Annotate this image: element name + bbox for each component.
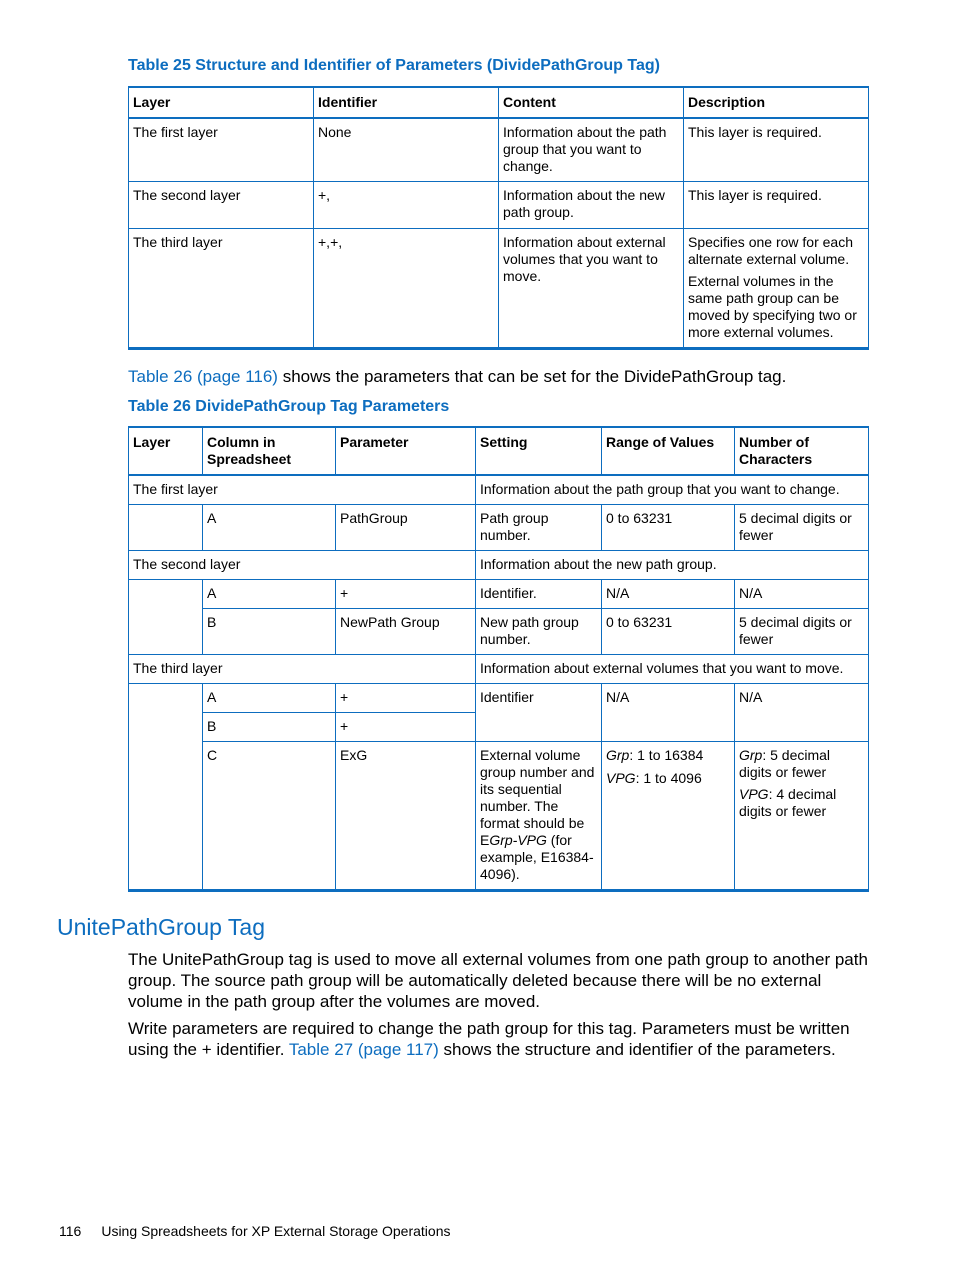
cell-identifier: +,+, (314, 229, 499, 349)
table-header-row (129, 427, 869, 475)
layer-info: Information about the new path group. (476, 551, 869, 580)
page-number: 116 (59, 1223, 82, 1239)
cell-column: B (203, 713, 336, 742)
column-header: Identifier (314, 87, 499, 118)
empty-cell (129, 505, 203, 551)
cell-parameter: ExG (336, 742, 476, 891)
layer-row (129, 655, 869, 684)
cell-parameter: + (336, 684, 476, 713)
cell-range: 0 to 63231 (602, 609, 735, 655)
cell-setting: Identifier. (476, 580, 602, 609)
layer-label: The third layer (129, 655, 476, 684)
table-26-link[interactable]: Table 26 (page 116) (128, 367, 278, 386)
cell-parameter: NewPath Group (336, 609, 476, 655)
paragraph: Write parameters are required to change the path group for this tag. Parameters must be written using the + identifier. Table 27 (page 117) shows the structure and identifier of the parameters. (128, 1019, 850, 1059)
cell-range: N/A (602, 684, 735, 742)
table-header-row (129, 87, 869, 118)
table-row (129, 684, 869, 713)
cell-description: This layer is required. (684, 182, 869, 229)
cell-identifier: +, (314, 182, 499, 229)
column-header: Setting (476, 427, 602, 475)
cell-description: This layer is required. (684, 118, 869, 182)
table-25-caption: Table 25 Structure and Identifier of Parameters (DividePathGroup Tag) (128, 57, 660, 74)
table-27-link[interactable]: Table 27 (page 117) (288, 1040, 439, 1059)
table-row (129, 229, 869, 349)
cell-chars: N/A (735, 580, 869, 609)
table-row (129, 609, 869, 655)
cell-column: A (203, 580, 336, 609)
description-line: External volumes in the same path group can be moved by specifying two or more external volumes. (688, 273, 857, 340)
column-header: Number of Characters (735, 427, 869, 475)
layer-row (129, 475, 869, 505)
cell-column: C (203, 742, 336, 891)
cell-range: 0 to 63231 (602, 505, 735, 551)
layer-info: Information about external volumes that you want to move. (476, 655, 869, 684)
layer-label: The first layer (129, 475, 476, 505)
cell-layer: The first layer (129, 118, 314, 182)
column-header: Layer (129, 87, 314, 118)
layer-info: Information about the path group that you want to change. (476, 475, 869, 505)
table-25 (128, 86, 869, 350)
cell-layer: The third layer (129, 229, 314, 349)
cell-identifier: None (314, 118, 499, 182)
column-header: Range of Values (602, 427, 735, 475)
layer-label: The second layer (129, 551, 476, 580)
cell-parameter: PathGroup (336, 505, 476, 551)
cell-chars: 5 decimal digits or fewer (735, 505, 869, 551)
description-line: Specifies one row for each alternate external volume. (688, 234, 853, 267)
empty-cell (129, 684, 203, 891)
table-row (129, 118, 869, 182)
cell-layer: The second layer (129, 182, 314, 229)
cell-chars: N/A (735, 684, 869, 742)
cell-column: B (203, 609, 336, 655)
table-row (129, 505, 869, 551)
section-body (128, 949, 873, 1066)
footer-title: Using Spreadsheets for XP External Storage Operations (101, 1223, 451, 1239)
table-reference-sentence (128, 366, 873, 393)
cell-column: A (203, 684, 336, 713)
cell-parameter: + (336, 713, 476, 742)
cell-parameter: + (336, 580, 476, 609)
table-26 (128, 426, 869, 892)
cell-range: Grp: 1 to 16384 VPG: 1 to 4096 (602, 742, 735, 891)
table-26-caption: Table 26 DividePathGroup Tag Parameters (128, 398, 450, 415)
table-row (129, 580, 869, 609)
cell-setting: New path group number. (476, 609, 602, 655)
cell-chars: 5 decimal digits or fewer (735, 609, 869, 655)
cell-range: N/A (602, 580, 735, 609)
cell-setting: Identifier (476, 684, 602, 742)
layer-row (129, 551, 869, 580)
cell-content: Information about the new path group. (499, 182, 684, 229)
cell-setting: Path group number. (476, 505, 602, 551)
cell-content: Information about the path group that you want to change. (499, 118, 684, 182)
column-header: Parameter (336, 427, 476, 475)
page-footer (59, 1222, 451, 1240)
cell-column: A (203, 505, 336, 551)
paragraph: The UnitePathGroup tag is used to move all external volumes from one path group to another path group. The source path group will be automatically deleted because there will be no external volume in the path group after the volumes are moved. (128, 950, 868, 1011)
column-header: Layer (129, 427, 203, 475)
column-header: Content (499, 87, 684, 118)
table-row (129, 182, 869, 229)
table-row (129, 742, 869, 891)
cell-content: Information about external volumes that you want to move. (499, 229, 684, 349)
reference-text: shows the parameters that can be set for the DividePathGroup tag. (277, 367, 787, 386)
cell-description (684, 229, 869, 349)
section-heading: UnitePathGroup Tag (57, 914, 265, 940)
cell-chars: Grp: 5 decimal digits or fewer VPG: 4 decimal digits or fewer (735, 742, 869, 891)
cell-setting: External volume group number and its sequential number. The format should be EGrp-VPG (for example, E16384-4096). (476, 742, 602, 891)
column-header: Description (684, 87, 869, 118)
column-header: Column in Spreadsheet (203, 427, 336, 475)
empty-cell (129, 580, 203, 655)
